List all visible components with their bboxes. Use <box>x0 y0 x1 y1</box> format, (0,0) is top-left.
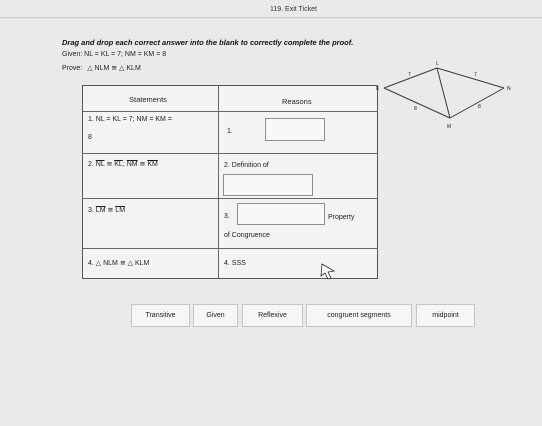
label-l: L <box>436 61 439 67</box>
label-m: M <box>447 124 452 130</box>
label-seven-left: 7 <box>408 72 411 78</box>
prove-label: Prove: <box>62 65 83 72</box>
row2-segment-km: $\overline{KM}$ <box>147 161 158 168</box>
row1-statement-line2: 8 <box>88 134 92 141</box>
row2-reason-prefix: 2. Definition of <box>224 162 269 169</box>
row3-segment-lm-2: $\overline{LM}$ <box>115 207 126 214</box>
prove-statement: △ NLM ≅ △ KLM <box>87 65 141 72</box>
row3-reason-number: 3. <box>224 213 230 220</box>
kite-diagram <box>372 60 522 140</box>
answer-chip-congruent-segments[interactable]: congruent segments <box>306 304 412 327</box>
label-seven-right: 7 <box>474 72 477 78</box>
row1-reason-number: 1. <box>227 128 233 135</box>
header-statements: Statements <box>129 95 167 104</box>
label-n: N <box>507 86 511 92</box>
label-eight-left: 8 <box>414 106 417 112</box>
row2-segment-nm: $\overline{NM}$ <box>126 161 138 168</box>
segment-ln <box>437 68 504 88</box>
row2-segment-nl: $\overline{NL}$ <box>95 161 105 168</box>
answer-chip-midpoint[interactable]: midpoint <box>416 304 475 327</box>
mouse-cursor-icon <box>321 264 334 279</box>
segment-km <box>384 88 450 118</box>
row4-reason: 4. SSS <box>224 260 246 267</box>
row2-congruent-symbol: ≅ <box>104 161 115 168</box>
answer-chip-reflexive[interactable]: Reflexive <box>242 304 303 327</box>
page-title: 119. Exit Ticket <box>270 6 317 13</box>
row2-separator: ; <box>122 161 127 168</box>
row2-statement-number: 2. <box>88 161 94 168</box>
answer-chip-transitive[interactable]: Transitive <box>131 304 190 327</box>
row3-segment-lm: $\overline{LM}$ <box>95 207 106 214</box>
row3-congruent-symbol: ≅ <box>105 207 116 214</box>
instructions: Drag and drop each correct answer into the blank to correctly complete the proof. <box>62 38 354 47</box>
header-reasons: Reasons <box>282 97 312 106</box>
segment-nm <box>450 88 504 118</box>
answer-chip-given[interactable]: Given <box>193 304 238 327</box>
row4-statement: 4. △ NLM ≅ △ KLM <box>88 260 150 267</box>
row2-segment-kl: $\overline{KL}$ <box>114 161 123 168</box>
segment-lm <box>437 68 450 118</box>
row2-congruent-symbol-2: ≅ <box>137 161 148 168</box>
row3-reason-suffix: Property <box>328 214 355 221</box>
row3-reason-line2: of Congruence <box>224 232 270 239</box>
row1-statement-line1: 1. NL = KL = 7; NM = KM = <box>88 116 172 123</box>
row3-statement-number: 3. <box>88 207 94 214</box>
label-eight-right: 8 <box>478 104 481 110</box>
segment-kl <box>384 68 437 88</box>
label-k: K <box>376 86 380 92</box>
given-text: Given: NL = KL = 7; NM = KM = 8 <box>62 51 167 58</box>
